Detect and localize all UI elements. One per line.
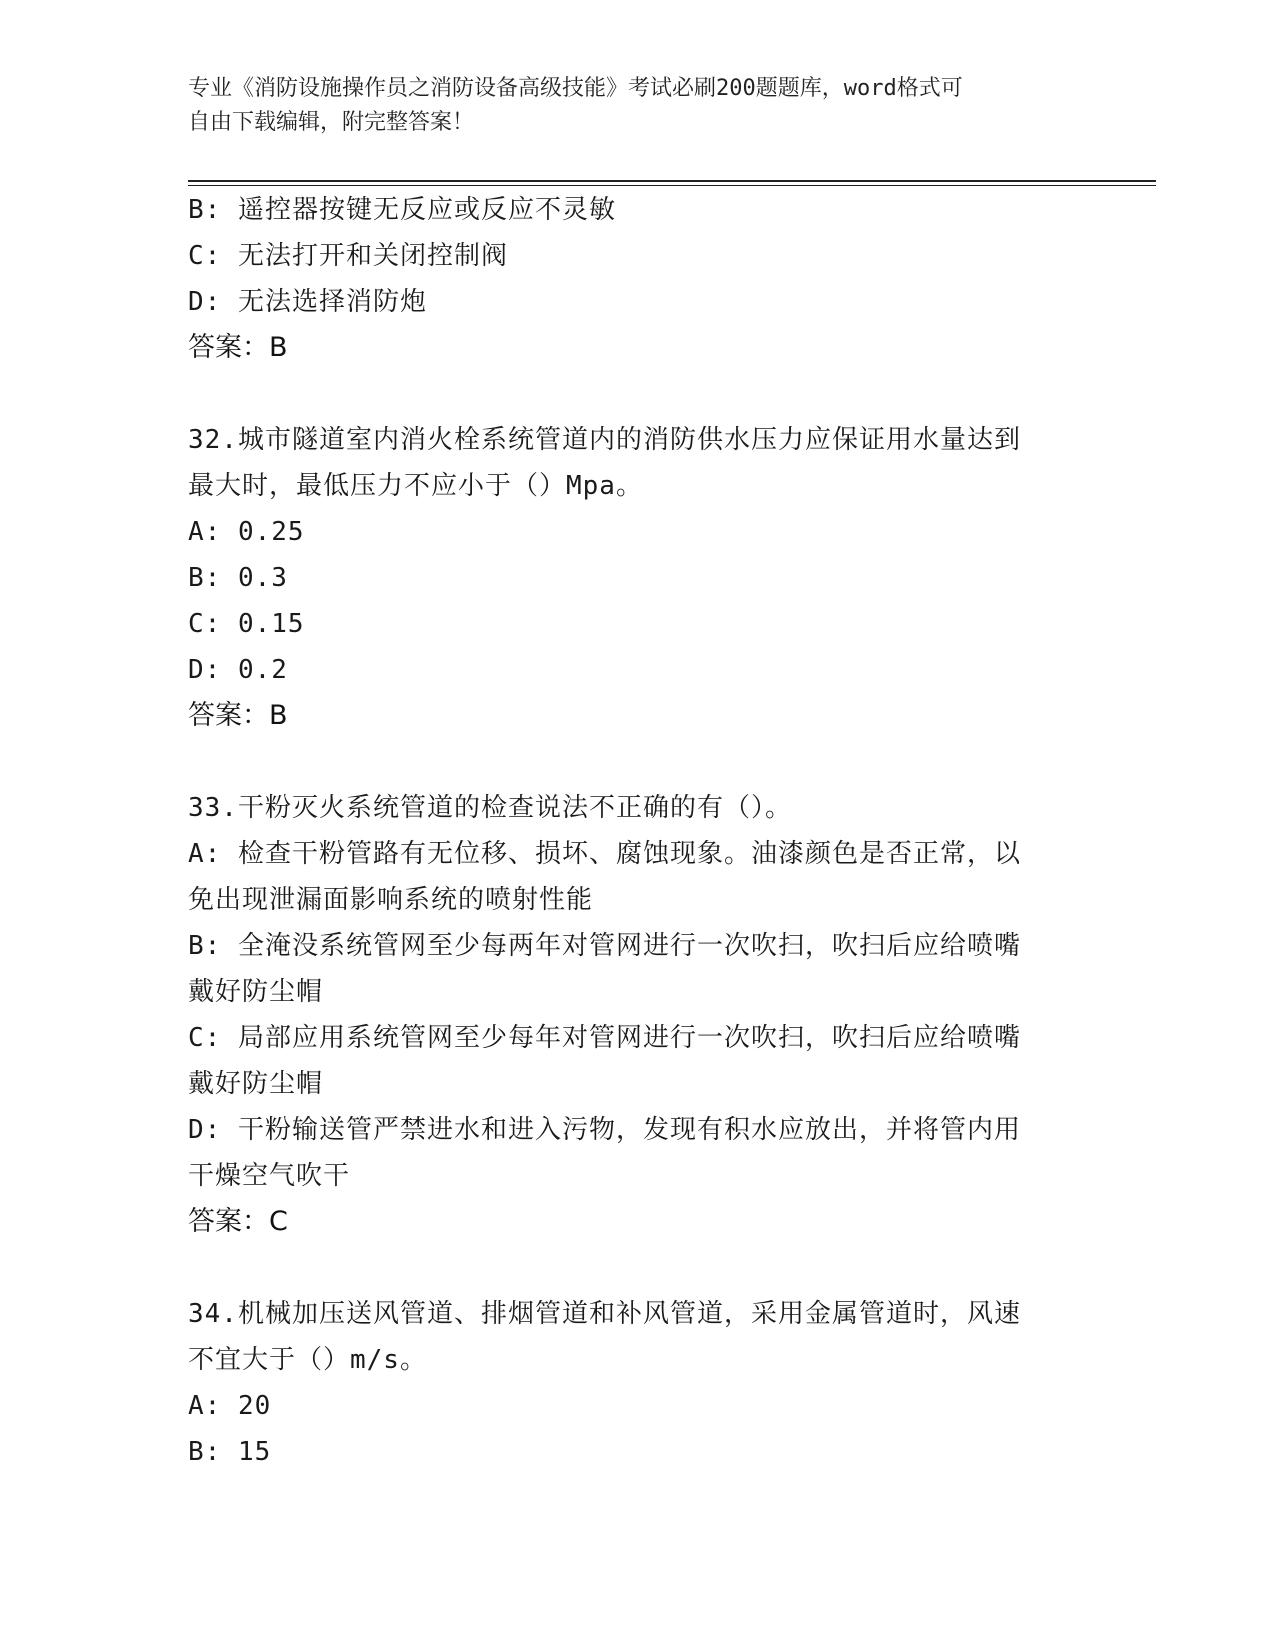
option-b: B: 0.3 (188, 563, 288, 593)
answer-line: 答案：B (188, 332, 288, 363)
option-a-continued: 免出现泄漏面影响系统的喷射性能 (188, 885, 594, 915)
option-b: B: 遥控器按键无反应或反应不灵敏 (188, 195, 616, 225)
question-stem: 最大时，最低压力不应小于（）Mpa。 (188, 471, 643, 501)
question-content (188, 187, 1088, 1475)
answer-line: 答案：B (188, 700, 288, 731)
option-c-continued: 戴好防尘帽 (188, 1069, 324, 1099)
option-d: D: 0.2 (188, 655, 288, 685)
option-c: C: 局部应用系统管网至少每年对管网进行一次吹扫，吹扫后应给喷嘴 (188, 1023, 1021, 1053)
spacer (188, 1245, 1088, 1291)
question-31-continuation (188, 187, 1088, 371)
spacer (188, 739, 1088, 785)
option-d: D: 无法选择消防炮 (188, 287, 427, 317)
option-d-continued: 干燥空气吹干 (188, 1161, 351, 1191)
spacer (188, 371, 1088, 417)
document-header (188, 72, 1068, 140)
question-stem: 33.干粉灭火系统管道的检查说法不正确的有（）。 (188, 793, 792, 823)
option-d: D: 干粉输送管严禁进水和进入污物，发现有积水应放出，并将管内用 (188, 1115, 1021, 1145)
question-33 (188, 785, 1088, 1245)
header-line-1: 专业《消防设施操作员之消防设备高级技能》考试必刷200题题库，word格式可 (188, 76, 963, 101)
question-stem: 不宜大于（）m/s。 (188, 1345, 427, 1375)
option-a: A: 检查干粉管路有无位移、损坏、腐蚀现象。油漆颜色是否正常，以 (188, 839, 1021, 869)
question-stem: 32.城市隧道室内消火栓系统管道内的消防供水压力应保证用水量达到 (188, 425, 1021, 455)
question-32 (188, 417, 1088, 739)
option-a: A: 0.25 (188, 517, 305, 547)
option-c: C: 0.15 (188, 609, 305, 639)
answer-line: 答案：C (188, 1206, 288, 1237)
header-line-2: 自由下载编辑，附完整答案！ (188, 110, 475, 135)
header-divider-thick (188, 180, 1156, 182)
question-stem: 34.机械加压送风管道、排烟管道和补风管道，采用金属管道时，风速 (188, 1299, 1021, 1329)
option-b: B: 全淹没系统管网至少每两年对管网进行一次吹扫，吹扫后应给喷嘴 (188, 931, 1021, 961)
option-a: A: 20 (188, 1391, 272, 1421)
option-c: C: 无法打开和关闭控制阀 (188, 241, 508, 271)
option-b: B: 15 (188, 1437, 272, 1467)
option-b-continued: 戴好防尘帽 (188, 977, 324, 1007)
question-34 (188, 1291, 1088, 1475)
header-divider-thin (188, 185, 1156, 186)
